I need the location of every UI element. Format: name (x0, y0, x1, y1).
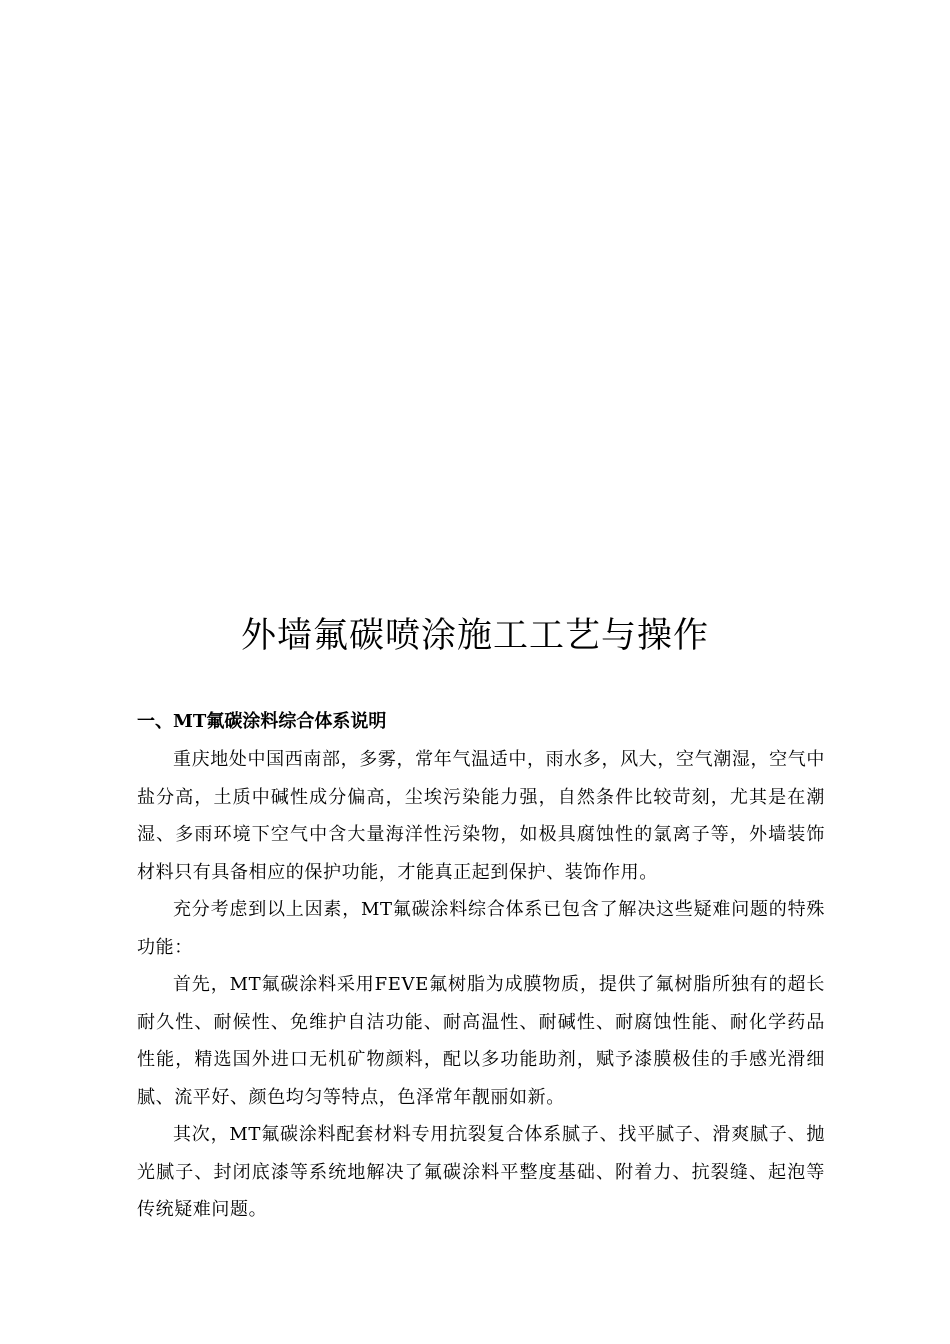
paragraph-second: 其次，MT氟碳涂料配套材料专用抗裂复合体系腻子、找平腻子、滑爽腻子、抛光腻子、封闭底漆等系统地解决了氟碳涂料平整度基础、附着力、抗裂缝、起泡等传统疑难问题。 (137, 1124, 825, 1220)
paragraph-first: 首先，MT氟碳涂料采用FEVE氟树脂为成膜物质，提供了氟树脂所独有的超长耐久性、耐候性、免维护自洁功能、耐高温性、耐碱性、耐腐蚀性能、耐化学药品性能，精选国外进口无机矿物颜料，配以多功能助剂，赋予漆膜极佳的手感光滑细腻、流平好、颜色均匀等特点，色泽常年靓丽如新。 (137, 974, 825, 1108)
page-title: 外墙氟碳喷涂施工工艺与操作 (240, 616, 709, 656)
paragraph-climate: 重庆地处中国西南部，多雾，常年气温适中，雨水多，风大，空气潮湿，空气中盐分高，土质中碱性成分偏高，尘埃污染能力强，自然条件比较苛刻，尤其是在潮湿、多雨环境下空气中含大量海洋性污染物，如极具腐蚀性的氯离子等，外墙装饰材料只有具备相应的保护功能，才能真正起到保护、装饰作用。 (137, 749, 825, 883)
section-heading: 一、MT氟碳涂料综合体系说明 (137, 711, 387, 732)
paragraph-considerations: 充分考虑到以上因素，MT氟碳涂料综合体系已包含了解决这些疑难问题的特殊功能： (137, 899, 825, 958)
section-system-description (137, 705, 825, 1229)
